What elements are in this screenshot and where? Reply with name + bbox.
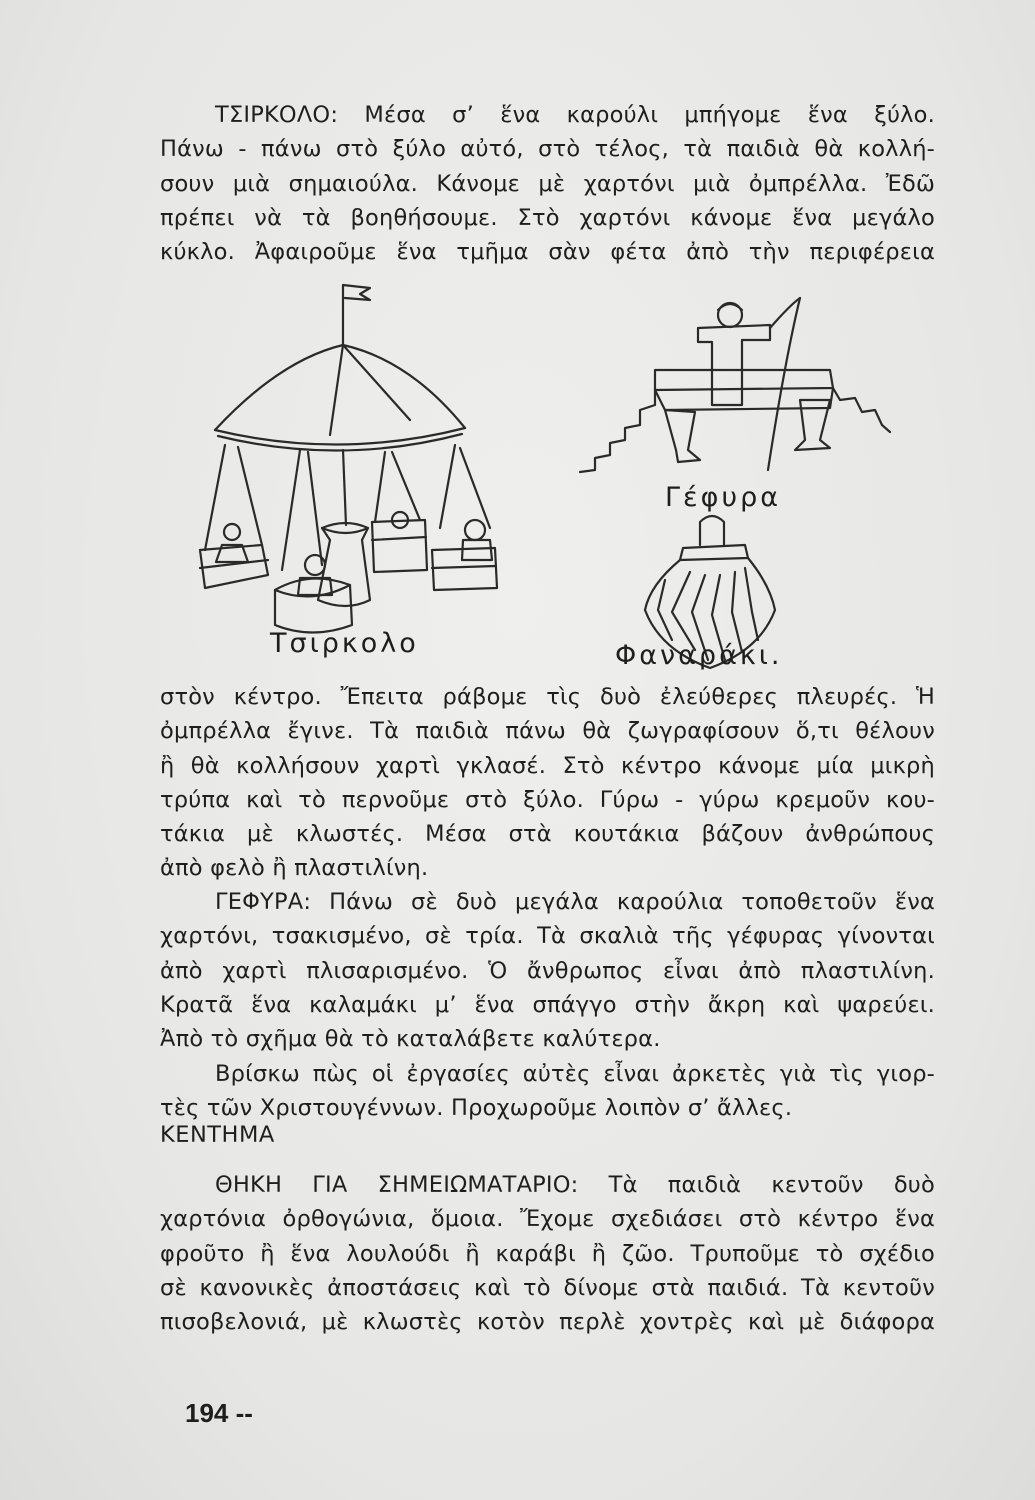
text-line: σουν μιὰ σημαιούλα. Κάνομε μὲ χαρτόνι μιὰ ὀμπρέλλα. Ἐδῶ: [160, 170, 935, 197]
text-line: τὲς τῶν Χριστουγέννων. Προχωροῦμε λοιπὸν σ’ ἄλλες.: [160, 1095, 793, 1122]
text-line: τρύπα καὶ τὸ περνοῦμε στὸ ξύλο. Γύρω - γύρω κρεμοῦν κου-: [160, 786, 935, 813]
text-line: κύκλο. Ἀφαιροῦμε ἕνα τμῆμα σὰν φέτα ἀπὸ τὴν περιφέρεια: [160, 239, 935, 266]
text-line: χαρτόνι, τσακισμένο, σὲ τρία. Τὰ σκαλιὰ τῆς γέφυρας γίνονται: [160, 923, 935, 950]
text-line: ἢ θὰ κολλήσουν χαρτὶ γκλασέ. Στὸ κέντρο κάνομε μία μικρὴ: [160, 752, 935, 779]
caption-bridge: Γέφυρα: [665, 482, 782, 513]
text-line: τάκια μὲ κλωστές. Μέσα στὰ κουτάκια βάζουν ἀνθρώπους: [160, 821, 935, 848]
text-line: ἀπὸ φελὸ ἢ πλαστιλίνη.: [160, 855, 429, 882]
text-line: Πάνω - πάνω στὸ ξύλο αὐτό, στὸ τέλος, τὰ παιδιὰ θὰ κολλή-: [160, 136, 935, 163]
text-line: χαρτόνια ὀρθογώνια, ὅμοια. Ἔχομε σχεδιάσει στὸ κέντρο ἕνα: [160, 1206, 935, 1233]
carousel-drawing: [200, 285, 497, 633]
page-number: 194 --: [185, 1398, 253, 1428]
caption-lantern: Φαναράκι.: [615, 640, 783, 671]
craft-illustrations: [0, 0, 1035, 700]
text-line: ΤΣΙΡΚΟΛΟ: Μέσα σ’ ἕνα καρούλι μπήγομε ἕνα ξύλο.: [215, 102, 935, 128]
text-line: στὸν κέντρο. Ἔπειτα ράβομε τὶς δυὸ ἐλεύθερες πλευρές. Ἡ: [160, 684, 935, 710]
text-line: πισοβελονιά, μὲ κλωστὲς κοτὸν περλὲ χοντρὲς καὶ μὲ διάφορα: [160, 1309, 935, 1336]
text-line: Κρατᾶ ἕνα καλαμάκι μ’ ἕνα σπάγγο στὴν ἄκρη καὶ ψαρεύει.: [160, 991, 935, 1018]
text-line: φροῦτο ἢ ἕνα λουλούδι ἢ καράβι ἢ ζῶο. Τρυποῦμε τὸ σχέδιο: [160, 1240, 935, 1267]
paragraph-notebook-case: [160, 1168, 935, 1339]
text-line: ὀμπρέλλα ἔγινε. Τὰ παιδιὰ πάνω θὰ ζωγραφίσουν ὅ,τι θέλουν: [160, 718, 935, 745]
text-line: ΓΕΦΥΡΑ: Πάνω σὲ δυὸ μεγάλα καρούλια τοποθετοῦν ἕνα: [215, 889, 935, 915]
text-line: σὲ κανονικὲς ἀποστάσεις καὶ τὸ δίνομε στὰ παιδιά. Τὰ κεντοῦν: [160, 1274, 935, 1301]
section-heading: ΚΕΝΤΗΜΑ: [160, 1122, 275, 1148]
text-line: ΘΗΚΗ ΓΙΑ ΣΗΜΕΙΩΜΑΤΑΡΙΟ: Τὰ παιδιὰ κεντοῦν δυὸ: [215, 1172, 935, 1198]
text-line: ἀπὸ χαρτὶ πλισαρισμένο. Ὁ ἄνθρωπος εἶναι ἀπὸ πλαστιλίνη.: [160, 957, 935, 984]
caption-carousel: Τσιρκολο: [270, 628, 419, 659]
paragraph-gefyra: [160, 885, 935, 1056]
paragraph-christmas-note: [160, 1057, 935, 1126]
text-line: Ἀπὸ τὸ σχῆμα θὰ τὸ καταλάβετε καλύτερα.: [160, 1026, 661, 1053]
text-line: πρέπει νὰ τὰ βοηθήσουμε. Στὸ χαρτόνι κάνομε ἕνα μεγάλο: [160, 204, 935, 231]
bridge-drawing: [580, 298, 890, 472]
text-line: Βρίσκω πὼς οἱ ἐργασίες αὐτὲς εἶναι ἀρκετὲς γιὰ τὶς γιορ-: [215, 1061, 935, 1087]
paragraph-tsirkolo-continued: [160, 680, 935, 886]
